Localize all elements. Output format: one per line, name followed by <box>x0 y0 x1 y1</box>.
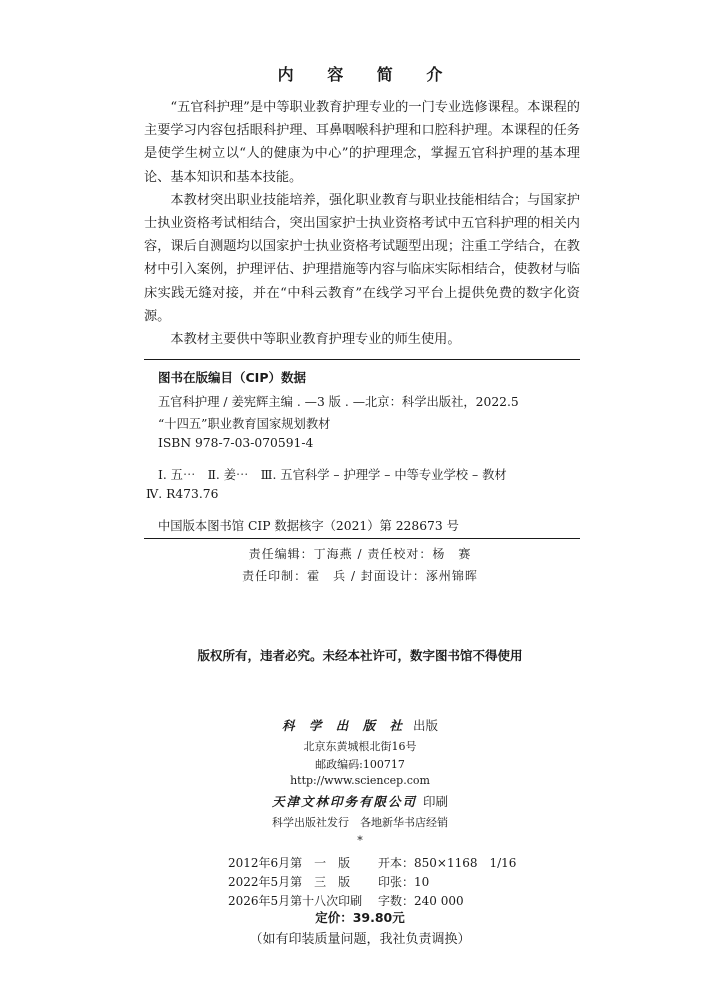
separator-star: * <box>357 834 363 847</box>
publisher-url: http://www.sciencep.com <box>290 774 430 787</box>
cip-bottom-rule <box>144 538 580 539</box>
distribution-line: 科学出版社发行 各地新华书店经销 <box>272 816 448 829</box>
publisher-postcode: 邮政编码:100717 <box>315 758 405 771</box>
editor-credits: 责任编辑：丁海燕 / 责任校对：杨 赛 <box>248 547 472 561</box>
printer-line <box>0 792 720 810</box>
edition-date: 2012年6月第 一 版 <box>228 856 351 870</box>
word-count: 字数：240 000 <box>378 894 464 908</box>
printing-date: 2026年5月第十八次印刷 <box>228 894 363 908</box>
format-info: 开本：850×1168 1/16 <box>378 856 517 870</box>
edition-date: 2022年5月第 三 版 <box>228 875 351 889</box>
cip-bibliographic-line: 五官科护理 / 姜宪辉主编 . —3 版 . —北京：科学出版社，2022.5 <box>158 395 519 409</box>
printer-suffix: 印刷 <box>423 794 449 809</box>
production-credits: 责任印制：霍 兵 / 封面设计：涿州锦晖 <box>242 569 478 583</box>
publisher-address: 北京东黄城根北街16号 <box>303 740 417 753</box>
content-summary <box>144 96 580 351</box>
publisher-suffix: 出版 <box>412 718 438 733</box>
cip-series-line: “十四五”职业教育国家规划教材 <box>158 417 331 431</box>
cip-isbn-line: ISBN 978-7-03-070591-4 <box>158 436 314 450</box>
summary-paragraph: 本教材突出职业技能培养，强化职业教育与职业技能相结合；与国家护士执业资格考试相结合，突出国家护士执业资格考试中五官科护理的相关内容，课后自测题均以国家护士执业资格考试题型出现；注重工学结合，在教材中引入案例，护理评估、护理措施等内容与临床实际相结合，使教材与临床实践无缝对接，并在“中科云教育”在线学习平台上提供免费的数字化资源。 <box>144 192 580 324</box>
copyright-notice: 版权所有，违者必究。未经本社许可，数字图书馆不得使用 <box>197 648 523 663</box>
summary-paragraph: “五官科护理”是中等职业教育护理专业的一门专业选修课程。本课程的主要学习内容包括眼科护理、耳鼻咽喉科护理和口腔科护理。本课程的任务是使学生树立以“人的健康为中心”的护理理念，掌握五官科护理的基本理论、基本知识和基本技能。 <box>144 100 580 185</box>
publisher-name: 科 学 出 版 社 <box>282 718 407 733</box>
cip-heading: 图书在版编目（CIP）数据 <box>158 370 306 385</box>
page-title: 内 容 简 介 <box>277 65 457 84</box>
cip-classification-line: Ⅳ. R473.76 <box>146 487 219 501</box>
quality-notice: （如有印装质量问题，我社负责调换） <box>249 932 471 947</box>
publisher-line <box>0 716 720 734</box>
cip-subject-line: Ⅰ. 五⋯ Ⅱ. 姜⋯ Ⅲ. 五官科学 – 护理学 – 中等专业学校 – 教材 <box>158 468 507 482</box>
price: 定价：39.80元 <box>315 910 405 925</box>
cip-record-number: 中国版本图书馆 CIP 数据核字（2021）第 228673 号 <box>158 519 459 533</box>
edition-row <box>228 873 429 890</box>
printer-name: 天津文林印务有限公司 <box>271 794 417 809</box>
edition-row <box>228 892 464 909</box>
sheets-info: 印张：10 <box>378 875 430 889</box>
cip-top-rule <box>144 359 580 360</box>
edition-row <box>228 854 516 871</box>
summary-paragraph: 本教材主要供中等职业教育护理专业的师生使用。 <box>170 332 461 348</box>
